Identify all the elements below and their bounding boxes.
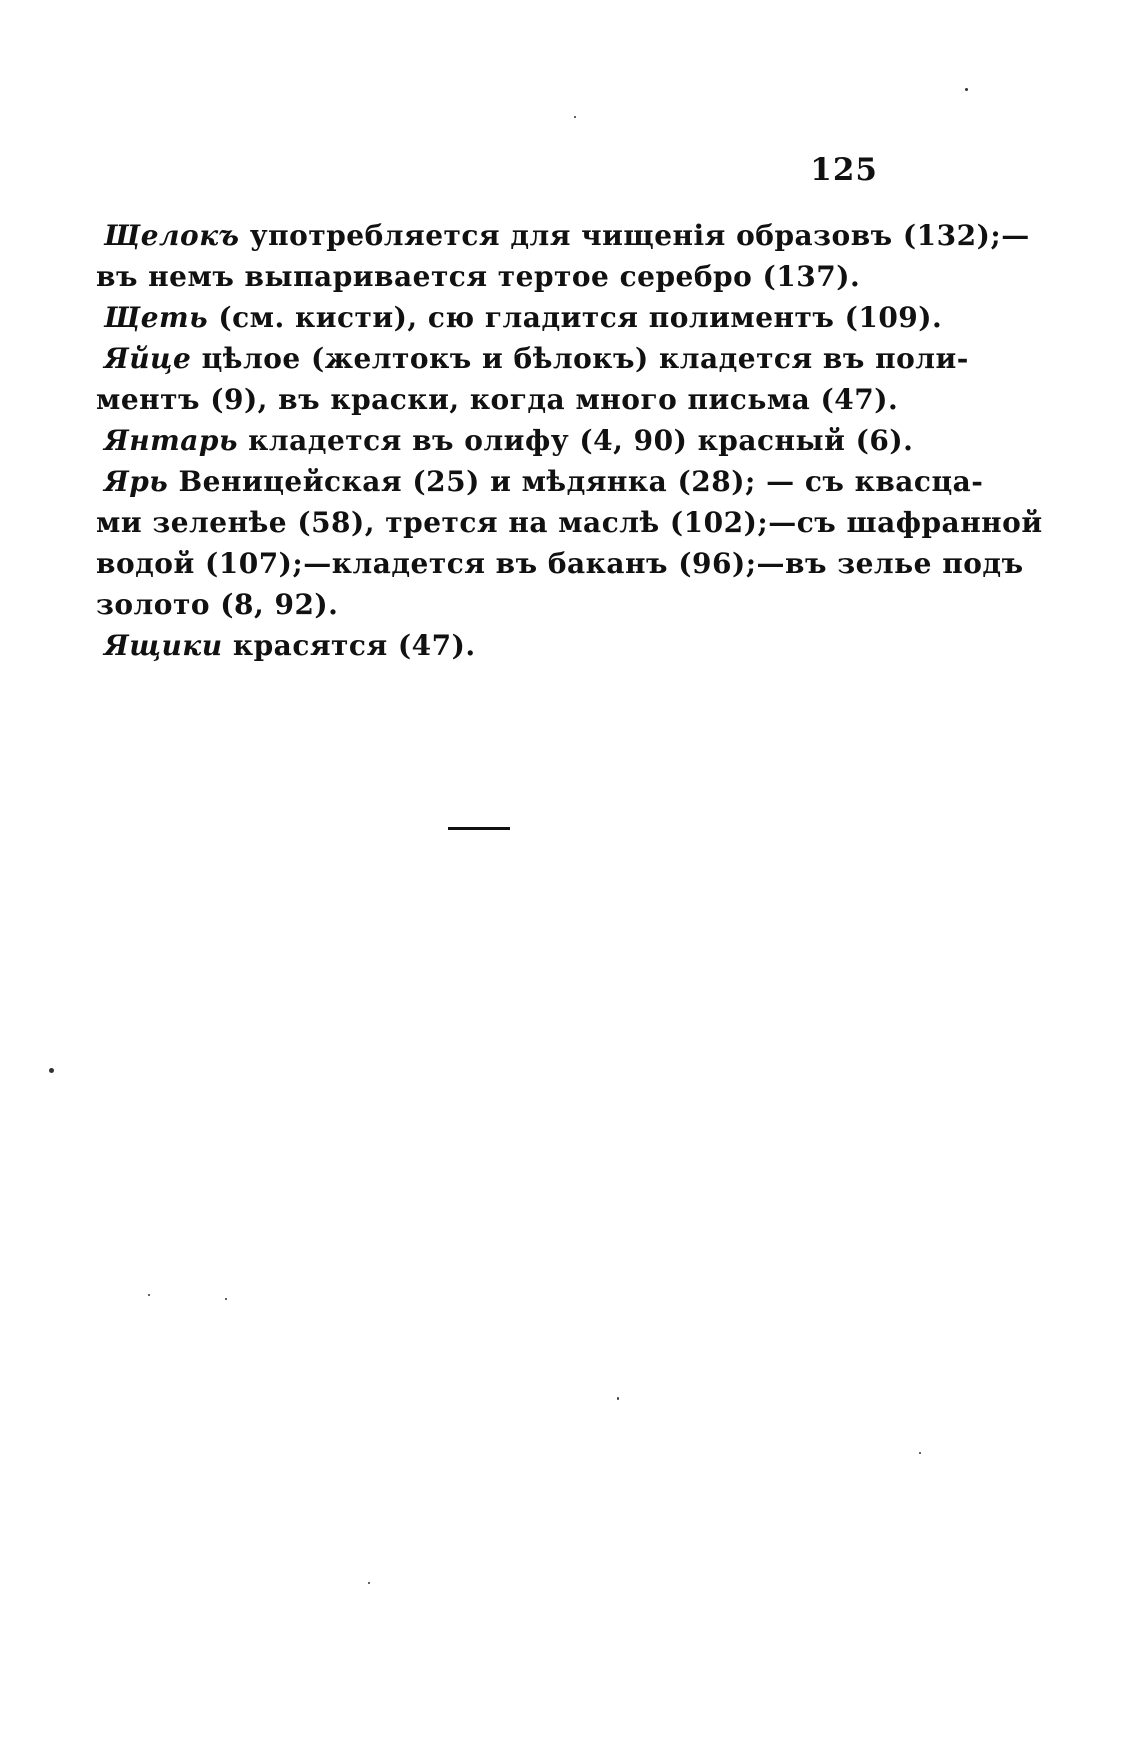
scan-speck: [148, 1294, 150, 1296]
index-entry-shchelok: [96, 215, 1030, 297]
entry-text: (см. кисти), сю гладится полиментъ (109).: [208, 301, 943, 334]
entry-line: въ немъ выпаривается тертое серебро (137).: [96, 260, 861, 293]
entry-line: ментъ (9), въ краски, когда много письма (47).: [96, 383, 899, 416]
entry-text: цѣлое (желтокъ и бѣлокъ) кладется въ поли-: [191, 342, 969, 375]
entry-head: Янтарь: [104, 424, 238, 457]
entry-text: красятся (47).: [222, 629, 476, 662]
page-number: 125: [810, 152, 878, 188]
entry-text: Веницейская (25) и мѣдянка (28); — съ квасца-: [168, 465, 984, 498]
index-entry-yar: [96, 461, 1043, 625]
scan-speck: [919, 1452, 921, 1454]
entry-line: [100, 625, 872, 666]
entry-head: Яйце: [104, 342, 192, 375]
scan-speck: [368, 1582, 370, 1584]
entry-head: Щелокъ: [104, 219, 240, 252]
index-entry-yashchiki: [100, 625, 872, 666]
entry-line: [100, 215, 1030, 256]
entry-line: [100, 297, 943, 338]
entry-line: [100, 420, 914, 461]
entry-line: [100, 461, 984, 502]
index-entry-yantar: [100, 420, 914, 461]
scan-speck: [49, 1068, 54, 1073]
entry-line: золото (8, 92).: [96, 588, 339, 621]
entry-line: ми зеленѣе (58), трется на маслѣ (102);—съ шафранной: [96, 506, 1043, 539]
scan-speck: [574, 116, 576, 118]
index-entry-yaitse: [96, 338, 969, 420]
scan-speck: [965, 88, 968, 91]
index-text-block: [96, 215, 1043, 666]
entry-head: Ящики: [104, 629, 223, 662]
entry-text: кладется въ олифу (4, 90) красный (6).: [237, 424, 914, 457]
scan-speck: [617, 1397, 619, 1400]
index-entry-shchet: [100, 297, 943, 338]
entry-text: употребляется для чищенія образовъ (132);—: [239, 219, 1030, 252]
scan-speck: [225, 1298, 227, 1300]
entry-head: Ярь: [104, 465, 169, 498]
entry-head: Щеть: [104, 301, 209, 334]
entry-line: водой (107);—кладется въ баканъ (96);—въ зелье подъ: [96, 547, 1024, 580]
section-end-rule: [448, 827, 510, 830]
entry-line: [100, 338, 969, 379]
